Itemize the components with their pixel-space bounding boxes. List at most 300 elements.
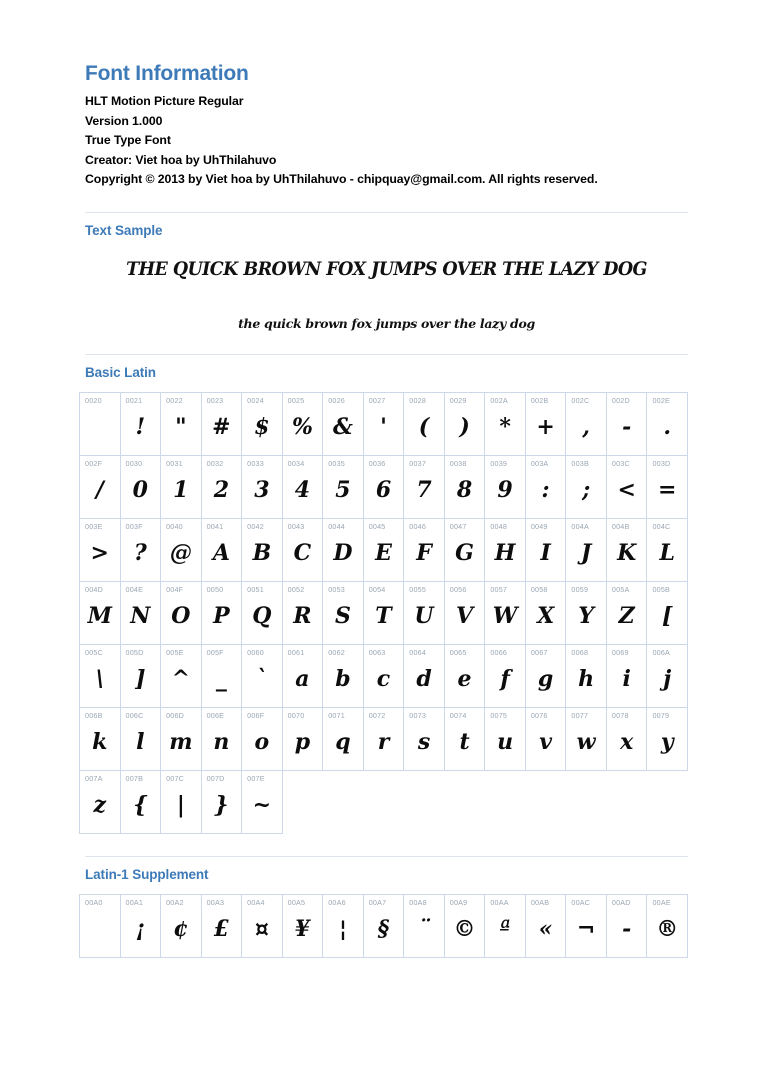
- glyph-character: ¢: [173, 915, 189, 942]
- glyph-cell[interactable]: [242, 518, 283, 581]
- glyph-cell[interactable]: [201, 644, 242, 707]
- glyph-codepoint: 0035: [328, 458, 345, 468]
- glyph-cell[interactable]: [161, 455, 202, 518]
- glyph-character: J: [580, 539, 592, 566]
- glyph-character: ): [459, 413, 470, 440]
- glyph-codepoint: 0037: [409, 458, 427, 468]
- glyph-cell[interactable]: [161, 707, 202, 770]
- glyph-cell[interactable]: [606, 894, 647, 957]
- glyph-cell[interactable]: [485, 518, 526, 581]
- glyph-cell[interactable]: [161, 392, 202, 455]
- glyph-codepoint: 002C: [571, 395, 590, 405]
- glyph-codepoint: 0071: [328, 710, 345, 720]
- glyph-character: ;: [582, 476, 591, 503]
- glyph-cell[interactable]: [323, 707, 364, 770]
- glyph-cell[interactable]: [80, 581, 121, 644]
- glyph-cell-empty: [485, 770, 526, 833]
- glyph-cell[interactable]: [80, 644, 121, 707]
- glyph-codepoint: 0048: [490, 521, 508, 531]
- glyph-codepoint: 0073: [409, 710, 427, 720]
- glyph-character: s: [417, 728, 431, 755]
- glyph-cell-empty: [444, 770, 485, 833]
- glyph-character: b: [335, 665, 351, 692]
- glyph-cell[interactable]: [404, 644, 445, 707]
- glyph-cell[interactable]: [606, 581, 647, 644]
- glyph-cell[interactable]: [566, 455, 607, 518]
- glyph-cell[interactable]: [525, 455, 566, 518]
- glyph-codepoint: 0074: [449, 710, 467, 720]
- glyph-character: ¨: [418, 915, 430, 942]
- glyph-codepoint: 0057: [490, 584, 508, 594]
- glyph-character: ?: [133, 539, 147, 566]
- glyph-codepoint: 002F: [85, 458, 103, 468]
- glyph-codepoint: 002B: [530, 395, 549, 405]
- glyph-character: Z: [618, 602, 635, 629]
- glyph-cell[interactable]: [485, 707, 526, 770]
- glyph-character: +: [536, 413, 555, 440]
- glyph-cell[interactable]: [363, 518, 404, 581]
- glyph-cell[interactable]: [201, 518, 242, 581]
- glyph-character: }: [214, 791, 229, 818]
- glyph-cell[interactable]: [525, 707, 566, 770]
- glyph-codepoint: 0051: [247, 584, 264, 594]
- glyph-cell[interactable]: [525, 392, 566, 455]
- glyph-codepoint: 0022: [166, 395, 183, 405]
- glyph-cell[interactable]: [606, 707, 647, 770]
- glyph-character: x: [620, 728, 634, 755]
- glyph-cell[interactable]: [120, 707, 161, 770]
- glyph-character: i: [622, 665, 631, 692]
- glyph-cell[interactable]: [242, 707, 283, 770]
- glyph-cell[interactable]: [201, 894, 242, 957]
- glyph-codepoint: 0053: [328, 584, 345, 594]
- glyph-cell[interactable]: [404, 455, 445, 518]
- glyph-codepoint: 0058: [530, 584, 548, 594]
- glyph-codepoint: 006B: [85, 710, 103, 720]
- glyph-character: t: [459, 728, 470, 755]
- glyph-codepoint: 002D: [611, 395, 630, 405]
- glyph-codepoint: 003C: [611, 458, 630, 468]
- glyph-character: 8: [456, 476, 473, 503]
- text-sample-block: [85, 238, 688, 331]
- glyph-codepoint: 0029: [449, 395, 467, 405]
- glyph-codepoint: 0041: [206, 521, 224, 531]
- glyph-codepoint: 0062: [328, 647, 345, 657]
- glyph-cell[interactable]: [161, 644, 202, 707]
- glyph-cell[interactable]: [647, 707, 688, 770]
- glyph-cell[interactable]: [201, 707, 242, 770]
- glyph-character: B: [252, 539, 272, 566]
- glyph-cell[interactable]: [485, 894, 526, 957]
- glyph-cell[interactable]: [525, 894, 566, 957]
- glyph-cell[interactable]: [80, 392, 121, 455]
- glyph-cell[interactable]: [161, 518, 202, 581]
- font-creator: Creator: Viet hoa by UhThilahuvo: [85, 152, 277, 167]
- glyph-cell[interactable]: [80, 518, 121, 581]
- glyph-character: ]: [135, 665, 146, 692]
- glyph-cell[interactable]: [201, 455, 242, 518]
- glyph-cell-empty: [647, 770, 688, 833]
- glyph-row: [80, 644, 688, 707]
- glyph-character: ¤: [254, 915, 269, 942]
- glyph-codepoint: 0075: [490, 710, 508, 720]
- glyph-codepoint: 004D: [85, 584, 103, 594]
- font-information-block: [85, 62, 688, 190]
- glyph-codepoint: 0063: [368, 647, 386, 657]
- glyph-cell[interactable]: [647, 518, 688, 581]
- glyph-cell[interactable]: [606, 392, 647, 455]
- glyph-cell[interactable]: [363, 894, 404, 957]
- glyph-cell[interactable]: [323, 894, 364, 957]
- glyph-character: W: [492, 602, 518, 629]
- glyph-codepoint: 0078: [611, 710, 629, 720]
- glyph-cell[interactable]: [242, 392, 283, 455]
- glyph-codepoint: 00A2: [166, 897, 184, 907]
- glyph-cell[interactable]: [161, 770, 202, 833]
- glyph-codepoint: 0070: [287, 710, 305, 720]
- glyph-cell[interactable]: [525, 581, 566, 644]
- glyph-cell[interactable]: [444, 644, 485, 707]
- glyph-cell[interactable]: [201, 581, 242, 644]
- glyph-cell[interactable]: [363, 644, 404, 707]
- section-heading-text-sample: Text Sample: [85, 222, 163, 238]
- glyph-cell[interactable]: [566, 581, 607, 644]
- glyph-codepoint: 0030: [125, 458, 143, 468]
- glyph-cell[interactable]: [566, 518, 607, 581]
- glyph-codepoint: 004C: [652, 521, 671, 531]
- glyph-cell[interactable]: [282, 644, 323, 707]
- glyph-character: ': [380, 413, 387, 440]
- glyph-cell[interactable]: [363, 581, 404, 644]
- glyph-character: g: [537, 665, 554, 692]
- glyph-cell[interactable]: [647, 894, 688, 957]
- glyph-codepoint: 002A: [490, 395, 508, 405]
- glyph-character: u: [497, 728, 514, 755]
- glyph-cell[interactable]: [282, 392, 323, 455]
- section-heading-basic-latin: Basic Latin: [85, 364, 156, 380]
- text-sample-lowercase: the quick brown fox jumps over the lazy dog: [238, 315, 535, 331]
- glyph-cell[interactable]: [161, 581, 202, 644]
- glyph-cell[interactable]: [444, 707, 485, 770]
- glyph-codepoint: 007D: [206, 773, 225, 783]
- glyph-cell[interactable]: [120, 518, 161, 581]
- glyph-cell[interactable]: [404, 894, 445, 957]
- glyph-character: {: [133, 791, 148, 818]
- glyph-character: 4: [294, 476, 311, 503]
- glyph-cell[interactable]: [80, 707, 121, 770]
- glyph-cell[interactable]: [161, 894, 202, 957]
- glyph-grid-basic-latin: [79, 392, 688, 834]
- glyph-row: [80, 707, 688, 770]
- glyph-cell[interactable]: [323, 581, 364, 644]
- glyph-cell[interactable]: [120, 894, 161, 957]
- glyph-codepoint: 003D: [652, 458, 671, 468]
- glyph-cell[interactable]: [444, 392, 485, 455]
- glyph-codepoint: 0065: [449, 647, 467, 657]
- glyph-character: &: [333, 413, 353, 440]
- glyph-cell[interactable]: [566, 707, 607, 770]
- glyph-character: N: [130, 602, 151, 629]
- glyph-codepoint: 00A5: [287, 897, 306, 907]
- glyph-cell[interactable]: [363, 455, 404, 518]
- glyph-character: h: [578, 665, 595, 692]
- glyph-codepoint: 0060: [247, 647, 264, 657]
- glyph-cell[interactable]: [282, 518, 323, 581]
- glyph-character: ª: [499, 915, 511, 942]
- glyph-codepoint: 005B: [652, 584, 671, 594]
- glyph-character: 5: [335, 476, 351, 503]
- glyph-character: 2: [213, 476, 230, 503]
- glyph-cell[interactable]: [606, 644, 647, 707]
- glyph-character: E: [375, 539, 392, 566]
- glyph-codepoint: 0021: [125, 395, 143, 405]
- glyph-cell[interactable]: [566, 392, 607, 455]
- glyph-cell[interactable]: [363, 392, 404, 455]
- glyph-cell[interactable]: [363, 707, 404, 770]
- glyph-character: =: [658, 476, 677, 503]
- glyph-character: ¡: [135, 915, 146, 942]
- glyph-character: G: [455, 539, 474, 566]
- glyph-character: ®: [656, 915, 679, 942]
- glyph-cell[interactable]: [566, 894, 607, 957]
- glyph-cell[interactable]: [404, 581, 445, 644]
- glyph-character: I: [540, 539, 551, 566]
- glyph-cell[interactable]: [404, 392, 445, 455]
- glyph-codepoint: 0047: [449, 521, 467, 531]
- glyph-codepoint: 0054: [368, 584, 386, 594]
- glyph-cell-empty: [606, 770, 647, 833]
- glyph-character: p: [294, 728, 311, 755]
- glyph-codepoint: 00A4: [247, 897, 265, 907]
- glyph-character: %: [291, 413, 313, 440]
- glyph-cell[interactable]: [404, 707, 445, 770]
- glyph-codepoint: 005A: [611, 584, 630, 594]
- glyph-character: j: [663, 665, 672, 692]
- glyph-character: 1: [173, 476, 189, 503]
- glyph-cell[interactable]: [120, 770, 161, 833]
- glyph-cell[interactable]: [485, 581, 526, 644]
- glyph-cell[interactable]: [201, 770, 242, 833]
- glyph-character: |: [176, 791, 185, 818]
- glyph-cell[interactable]: [120, 581, 161, 644]
- glyph-codepoint: 00A8: [409, 897, 427, 907]
- glyph-character: 7: [416, 476, 432, 503]
- glyph-character: #: [212, 413, 231, 440]
- glyph-codepoint: 00AE: [652, 897, 671, 907]
- glyph-character: §: [377, 915, 390, 942]
- glyph-cell[interactable]: [647, 581, 688, 644]
- glyph-cell[interactable]: [242, 581, 283, 644]
- glyph-codepoint: 0044: [328, 521, 345, 531]
- glyph-character: `: [256, 665, 268, 692]
- glyph-codepoint: 0025: [287, 395, 305, 405]
- glyph-row: [80, 894, 688, 957]
- glyph-character: f: [500, 665, 510, 692]
- glyph-codepoint: 0076: [530, 710, 548, 720]
- glyph-cell[interactable]: [485, 392, 526, 455]
- glyph-codepoint: 0050: [206, 584, 224, 594]
- font-name: HLT Motion Picture Regular: [85, 94, 244, 109]
- glyph-character: A: [212, 539, 230, 566]
- glyph-cell[interactable]: [525, 518, 566, 581]
- glyph-character: l: [136, 728, 145, 755]
- glyph-character: £: [213, 915, 230, 942]
- glyph-cell[interactable]: [606, 518, 647, 581]
- glyph-cell[interactable]: [282, 894, 323, 957]
- glyph-cell[interactable]: [282, 581, 323, 644]
- glyph-codepoint: 007B: [125, 773, 144, 783]
- glyph-character: V: [456, 602, 474, 629]
- glyph-cell[interactable]: [566, 644, 607, 707]
- glyph-character: 6: [375, 476, 392, 503]
- glyph-cell-empty: [282, 770, 323, 833]
- glyph-character: U: [414, 602, 434, 629]
- glyph-cell[interactable]: [323, 518, 364, 581]
- glyph-cell-empty: [363, 770, 404, 833]
- glyph-codepoint: 00AD: [611, 897, 631, 907]
- glyph-cell[interactable]: [444, 455, 485, 518]
- glyph-codepoint: 00A3: [206, 897, 225, 907]
- glyph-cell-empty: [566, 770, 607, 833]
- glyph-codepoint: 006A: [652, 647, 671, 657]
- glyph-codepoint: 0036: [368, 458, 386, 468]
- glyph-codepoint: 0064: [409, 647, 427, 657]
- glyph-codepoint: 003A: [530, 458, 549, 468]
- glyph-row: [80, 770, 688, 833]
- glyph-codepoint: 005F: [206, 647, 224, 657]
- glyph-cell[interactable]: [120, 644, 161, 707]
- glyph-cell[interactable]: [485, 644, 526, 707]
- glyph-row: [80, 581, 688, 644]
- glyph-cell[interactable]: [282, 707, 323, 770]
- glyph-cell[interactable]: [80, 455, 121, 518]
- glyph-cell[interactable]: [282, 455, 323, 518]
- glyph-character: n: [213, 728, 230, 755]
- glyph-character: Q: [252, 602, 272, 629]
- font-type: True Type Font: [85, 133, 171, 148]
- glyph-codepoint: 0042: [247, 521, 264, 531]
- glyph-character: m: [169, 728, 193, 755]
- glyph-codepoint: 0043: [287, 521, 305, 531]
- glyph-codepoint: 0077: [571, 710, 589, 720]
- glyph-character: v: [539, 728, 552, 755]
- glyph-cell[interactable]: [323, 644, 364, 707]
- glyph-codepoint: 005D: [125, 647, 144, 657]
- text-sample-uppercase: THE QUICK BROWN FOX JUMPS OVER THE LAZY DOG: [126, 257, 647, 280]
- glyph-character: z: [93, 791, 107, 818]
- glyph-codepoint: 00A9: [449, 897, 468, 907]
- glyph-cell[interactable]: [80, 770, 121, 833]
- glyph-character: X: [537, 602, 555, 629]
- glyph-cell[interactable]: [201, 392, 242, 455]
- glyph-cell[interactable]: [242, 644, 283, 707]
- glyph-codepoint: 0032: [206, 458, 224, 468]
- glyph-character: R: [293, 602, 312, 629]
- glyph-codepoint: 0038: [449, 458, 467, 468]
- glyph-codepoint: 0033: [247, 458, 264, 468]
- glyph-character: ¦: [338, 915, 347, 942]
- glyph-character: 3: [254, 476, 270, 503]
- glyph-character: o: [254, 728, 270, 755]
- glyph-codepoint: 004E: [125, 584, 144, 594]
- glyph-character: y: [660, 728, 674, 755]
- glyph-character: ¬: [576, 915, 596, 942]
- font-copyright: Copyright © 2013 by Viet hoa by UhThilahuvo - chipquay@gmail.com. All rights reserved.: [85, 172, 598, 187]
- glyph-cell-empty: [525, 770, 566, 833]
- glyph-codepoint: 00A0: [85, 897, 103, 907]
- glyph-cell[interactable]: [606, 455, 647, 518]
- glyph-cell[interactable]: [444, 518, 485, 581]
- glyph-codepoint: 0034: [287, 458, 305, 468]
- glyph-cell[interactable]: [242, 894, 283, 957]
- glyph-codepoint: 006D: [166, 710, 185, 720]
- glyph-cell[interactable]: [323, 392, 364, 455]
- glyph-cell[interactable]: [80, 894, 121, 957]
- page-title: Font Information: [85, 62, 249, 85]
- glyph-codepoint: 00A1: [125, 897, 144, 907]
- glyph-cell[interactable]: [444, 581, 485, 644]
- glyph-character: -: [622, 413, 632, 440]
- glyph-character: P: [213, 602, 230, 629]
- glyph-cell[interactable]: [120, 455, 161, 518]
- glyph-character: a: [295, 665, 310, 692]
- glyph-codepoint: 0059: [571, 584, 589, 594]
- glyph-cell[interactable]: [647, 392, 688, 455]
- glyph-character: @: [169, 539, 192, 566]
- glyph-cell[interactable]: [120, 392, 161, 455]
- font-version: Version 1.000: [85, 113, 163, 128]
- glyph-codepoint: 003F: [125, 521, 143, 531]
- glyph-character: !: [135, 413, 146, 440]
- glyph-character: C: [293, 539, 312, 566]
- glyph-character: 0: [132, 476, 148, 503]
- glyph-character: F: [416, 539, 432, 566]
- glyph-codepoint: 006C: [125, 710, 144, 720]
- glyph-codepoint: 005E: [166, 647, 184, 657]
- glyph-codepoint: 0056: [449, 584, 467, 594]
- section-heading-latin1-supplement: Latin-1 Supplement: [85, 866, 209, 882]
- glyph-codepoint: 0072: [368, 710, 386, 720]
- glyph-cell-empty: [404, 770, 445, 833]
- glyph-codepoint: 0079: [652, 710, 670, 720]
- glyph-cell[interactable]: [242, 455, 283, 518]
- glyph-cell[interactable]: [647, 644, 688, 707]
- glyph-cell[interactable]: [444, 894, 485, 957]
- glyph-cell[interactable]: [404, 518, 445, 581]
- glyph-character: $: [254, 413, 270, 440]
- glyph-cell[interactable]: [242, 770, 283, 833]
- glyph-codepoint: 0052: [287, 584, 305, 594]
- glyph-character: ~: [252, 791, 272, 818]
- glyph-character: :: [541, 476, 550, 503]
- glyph-grid-latin1-supplement: [79, 894, 688, 958]
- glyph-codepoint: 003E: [85, 521, 103, 531]
- glyph-cell[interactable]: [647, 455, 688, 518]
- glyph-cell[interactable]: [485, 455, 526, 518]
- glyph-codepoint: 0055: [409, 584, 427, 594]
- glyph-character: ^: [171, 665, 191, 692]
- glyph-codepoint: 0067: [530, 647, 548, 657]
- glyph-codepoint: 007E: [247, 773, 265, 783]
- glyph-character: M: [87, 602, 112, 629]
- glyph-cell[interactable]: [525, 644, 566, 707]
- glyph-codepoint: 0020: [85, 395, 102, 405]
- glyph-codepoint: 0061: [287, 647, 305, 657]
- glyph-character: T: [375, 602, 392, 629]
- glyph-row: [80, 518, 688, 581]
- glyph-character: (: [418, 413, 430, 440]
- glyph-cell[interactable]: [323, 455, 364, 518]
